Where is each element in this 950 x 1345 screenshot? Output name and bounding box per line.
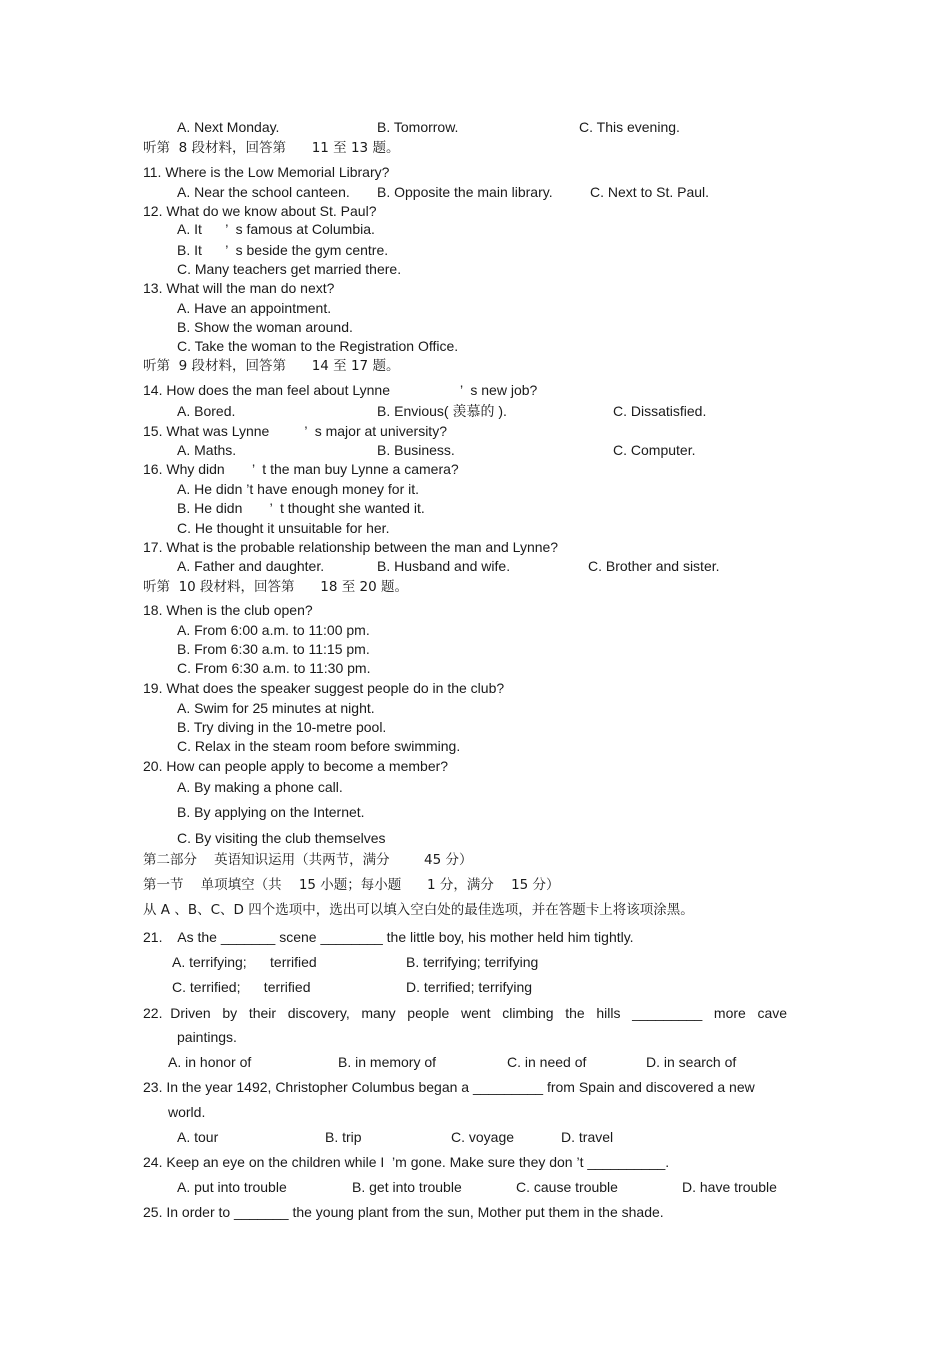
option-b: B. Tomorrow. [377, 119, 459, 135]
option-b: B. From 6:30 a.m. to 11:15 pm. [177, 641, 370, 657]
option-c: C. Many teachers get married there. [177, 261, 402, 277]
section-instruction: 听第 10 段材料，回答第 18 至 20 题。 [143, 579, 409, 595]
option-b: B. Envious( 羡慕的 ). [377, 403, 507, 419]
option-a: A. By making a phone call. [177, 779, 343, 795]
question-18: 18. When is the club open? [143, 602, 313, 618]
option-b: B. Business. [377, 442, 455, 458]
option-d: D. have trouble [682, 1179, 777, 1195]
question-17: 17. What is the probable relationship between the man and Lynne? [143, 539, 559, 555]
option-c: C. By visiting the club themselves [177, 830, 386, 846]
option-a: A. tour [177, 1129, 219, 1145]
option-c: C. Brother and sister. [588, 558, 720, 574]
option-b: B. Show the woman around. [177, 319, 353, 335]
option-b: B. terrifying; terrifying [406, 954, 539, 970]
option-b: B. Husband and wife. [377, 558, 511, 574]
question-15: 15. What was Lynne ’ s major at university? [143, 423, 447, 439]
option-c: C. Dissatisfied. [613, 403, 707, 419]
option-d: D. terrified; terrifying [406, 979, 533, 995]
option-d: D. in search of [646, 1054, 737, 1070]
option-a: A. in honor of [168, 1054, 252, 1070]
option-c: C. terrified; terrified [172, 979, 311, 995]
question-22-continued: paintings. [177, 1029, 237, 1045]
question-20: 20. How can people apply to become a member? [143, 758, 449, 774]
option-a: A. put into trouble [177, 1179, 287, 1195]
option-c: C. From 6:30 a.m. to 11:30 pm. [177, 660, 371, 676]
option-a: A. He didn ’t have enough money for it. [177, 481, 420, 497]
option-a: A. From 6:00 a.m. to 11:00 pm. [177, 622, 370, 638]
question-19: 19. What does the speaker suggest people do in the club? [143, 680, 505, 696]
part-heading: 第二部分 英语知识运用（共两节，满分 45 分） [143, 852, 473, 868]
question-16: 16. Why didn ’ t the man buy Lynne a camera? [143, 461, 459, 477]
section-instruction: 听第 9 段材料，回答第 14 至 17 题。 [143, 358, 400, 374]
option-b: B. Opposite the main library. [377, 184, 553, 200]
question-25: 25. In order to _______ the young plant from the sun, Mother put them in the shade. [143, 1204, 664, 1220]
option-c: C. cause trouble [516, 1179, 618, 1195]
option-a: A. terrifying; terrified [172, 954, 317, 970]
section-heading: 第一节 单项填空（共 15 小题；每小题 1 分，满分 15 分） [143, 877, 560, 893]
option-a: A. Next Monday. [177, 119, 280, 135]
option-b: B. He didn ’ t thought she wanted it. [177, 500, 425, 516]
option-c: C. He thought it unsuitable for her. [177, 520, 390, 536]
option-b: B. By applying on the Internet. [177, 804, 365, 820]
question-13: 13. What will the man do next? [143, 280, 335, 296]
question-23-continued: world. [168, 1104, 206, 1120]
option-c: C. Relax in the steam room before swimming. [177, 738, 461, 754]
option-a: A. Swim for 25 minutes at night. [177, 700, 375, 716]
option-c: C. Computer. [613, 442, 696, 458]
option-a: A. Near the school canteen. [177, 184, 350, 200]
option-c: C. Take the woman to the Registration Office. [177, 338, 459, 354]
option-a: A. Have an appointment. [177, 300, 332, 316]
section-instruction: 从 A 、B、C、D 四个选项中，选出可以填入空白处的最佳选项，并在答题卡上将该项涂黑。 [143, 902, 694, 918]
section-instruction: 听第 8 段材料，回答第 11 至 13 题。 [143, 140, 400, 156]
option-d: D. travel [561, 1129, 614, 1145]
option-b: B. get into trouble [352, 1179, 462, 1195]
option-a: A. It ’ s famous at Columbia. [177, 221, 375, 237]
option-c: C. This evening. [579, 119, 680, 135]
question-12: 12. What do we know about St. Paul? [143, 203, 377, 219]
question-23: 23. In the year 1492, Christopher Columbus began a _________ from Spain and discovered a new [143, 1079, 755, 1095]
option-b: B. in memory of [338, 1054, 437, 1070]
question-14: 14. How does the man feel about Lynne ’ s new job? [143, 382, 538, 398]
option-b: B. It ’ s beside the gym centre. [177, 242, 389, 258]
question-24: 24. Keep an eye on the children while I ’m gone. Make sure they don ’t __________. [143, 1154, 670, 1170]
option-c: C. voyage [451, 1129, 515, 1145]
option-a: A. Father and daughter. [177, 558, 325, 574]
question-11: 11. Where is the Low Memorial Library? [143, 164, 390, 180]
option-b: B. trip [325, 1129, 362, 1145]
option-c: C. Next to St. Paul. [590, 184, 710, 200]
option-a: A. Maths. [177, 442, 237, 458]
option-c: C. in need of [507, 1054, 587, 1070]
option-b: B. Try diving in the 10-metre pool. [177, 719, 387, 735]
question-21: 21. As the _______ scene ________ the little boy, his mother held him tightly. [143, 929, 634, 945]
option-a: A. Bored. [177, 403, 236, 419]
question-22: 22. Driven by their discovery, many people went climbing the hills _________ more cave [143, 1005, 788, 1021]
